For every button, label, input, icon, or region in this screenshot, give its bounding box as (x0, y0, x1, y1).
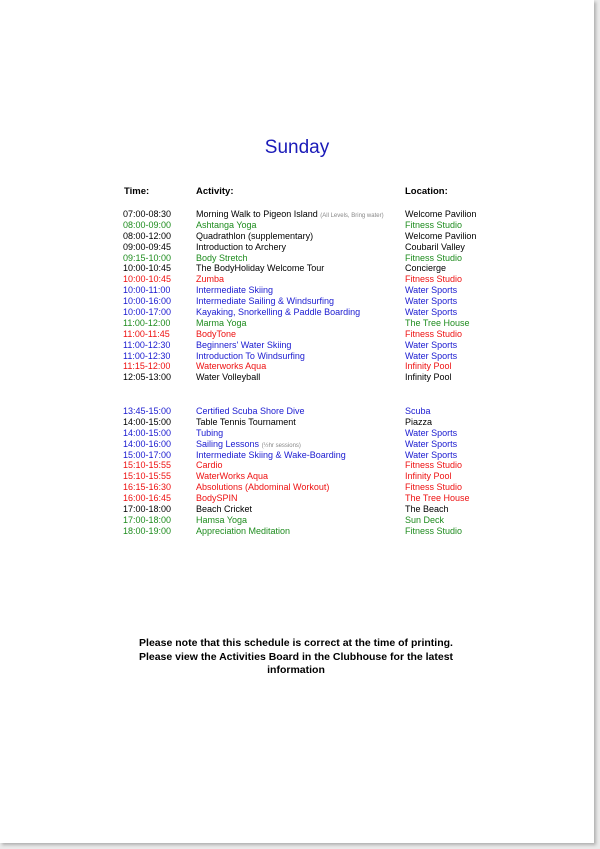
activity-location: Scuba (405, 406, 431, 416)
activity-name: Zumba (196, 274, 225, 285)
activity-name-cell (196, 253, 248, 264)
activity-location: Sun Deck (405, 514, 445, 525)
activity-time: 11:15-12:00 (123, 361, 171, 372)
schedule-row (0, 526, 594, 537)
time-column-header: Time: (124, 186, 150, 197)
activity-location: Infinity Pool (405, 372, 452, 383)
schedule-row (0, 274, 594, 285)
activity-location: Water Sports (405, 285, 458, 296)
activity-time: 09:00-09:45 (123, 241, 172, 252)
activity-name-cell (196, 361, 266, 372)
activity-time: 10:00-17:00 (123, 307, 172, 318)
activity-name-cell (196, 285, 273, 296)
activity-location: The Tree House (405, 493, 470, 504)
activity-name: Introduction To Windsurfing (196, 350, 305, 361)
activity-time: 17:00-18:00 (123, 504, 172, 515)
activity-location: Infinity Pool (405, 361, 452, 372)
activity-location: Infinity Pool (405, 471, 452, 482)
activity-name: Introduction to Archery (196, 241, 287, 252)
schedule-row (0, 242, 594, 253)
schedule-row (0, 231, 594, 242)
activity-name-cell (196, 274, 224, 285)
activity-name: Beach Cricket (196, 504, 253, 515)
activity-location: Water Sports (405, 296, 458, 307)
activity-time: 13:45-15:00 (123, 406, 172, 416)
activity-time: 11:00-12:30 (123, 350, 171, 361)
activity-name-cell (196, 493, 238, 504)
activity-name-cell (196, 318, 247, 329)
activity-time: 12:05-13:00 (123, 372, 172, 383)
activity-name: Certified Scuba Shore Dive (196, 406, 305, 416)
schedule-row (0, 515, 594, 526)
schedule-row (0, 493, 594, 504)
activity-name-cell (196, 526, 290, 537)
activity-location: Water Sports (405, 307, 458, 318)
activity-time: 18:00-19:00 (123, 525, 172, 536)
activity-name-cell (196, 220, 257, 231)
schedule-row (0, 209, 594, 220)
activity-name-cell (196, 263, 324, 274)
activity-name: Beginners' Water Skiing (196, 339, 292, 350)
schedule-row (0, 372, 594, 383)
activity-time: 10:00-16:00 (123, 296, 172, 307)
schedule-row (0, 460, 594, 471)
activity-name: Ashtanga Yoga (196, 219, 257, 230)
schedule-row (0, 263, 594, 274)
activity-name: WaterWorks Aqua (196, 471, 269, 482)
disclaimer-line: Please note that this schedule is correct at the time of printing. (139, 637, 453, 649)
activity-name-cell (196, 471, 268, 482)
schedule-row (0, 450, 594, 461)
activity-location: The Beach (405, 504, 449, 515)
activity-time: 10:00-10:45 (123, 274, 172, 285)
activity-location: Fitness Studio (405, 274, 463, 285)
activity-location: Water Sports (405, 339, 458, 350)
activity-name: The BodyHoliday Welcome Tour (196, 263, 325, 274)
activity-name: Cardio (196, 460, 223, 471)
activity-name: Kayaking, Snorkelling & Paddle Boarding (196, 307, 361, 318)
activity-time: 11:00-12:30 (123, 339, 171, 350)
activity-time: 14:00-16:00 (123, 438, 172, 449)
activity-name-cell (196, 460, 223, 471)
activity-name: Waterworks Aqua (196, 361, 267, 372)
activity-name: Water Volleyball (196, 372, 261, 383)
schedule-row (0, 285, 594, 296)
schedule-row (0, 329, 594, 340)
schedule-row (0, 406, 594, 417)
activity-location: Fitness Studio (405, 252, 463, 263)
activity-time: 07:00-08:30 (123, 209, 172, 219)
activity-time: 15:10-15:55 (123, 460, 172, 471)
schedule-row (0, 318, 594, 329)
activity-name: BodySPIN (196, 493, 238, 504)
activity-name-cell (196, 340, 291, 351)
activity-name-cell (196, 504, 252, 515)
activity-name-cell (196, 329, 236, 340)
activity-location: The Tree House (405, 317, 470, 328)
schedule-row (0, 253, 594, 264)
activity-location: Water Sports (405, 350, 458, 361)
schedule-row (0, 296, 594, 307)
activity-name: Intermediate Skiing (196, 285, 274, 296)
schedule-row (0, 471, 594, 482)
location-column-header: Location: (405, 186, 448, 197)
activity-location: Fitness Studio (405, 482, 463, 493)
activity-location: Coubaril Valley (405, 241, 465, 252)
activity-location: Water Sports (405, 427, 458, 438)
schedule-row (0, 504, 594, 515)
activity-name: Hamsa Yoga (196, 514, 248, 525)
activity-name-cell (196, 450, 346, 461)
morning-schedule-list (0, 209, 594, 383)
activity-location: Fitness Studio (405, 460, 463, 471)
activity-name-cell (196, 296, 334, 307)
schedule-row (0, 307, 594, 318)
activity-name: Intermediate Sailing & Windsurfing (196, 296, 335, 307)
activity-name-cell (196, 372, 260, 383)
schedule-row (0, 351, 594, 362)
activity-time: 16:00-16:45 (123, 493, 172, 504)
activity-name-cell (196, 351, 305, 362)
activity-time: 08:00-12:00 (123, 230, 172, 241)
activity-name: Intermediate Skiing & Wake-Boarding (196, 449, 346, 460)
activity-location: Welcome Pavilion (405, 209, 477, 219)
afternoon-schedule-list (0, 406, 594, 537)
activity-time: 11:00-12:00 (123, 317, 171, 328)
activity-location: Fitness Studio (405, 219, 463, 230)
activity-note: (All Levels, Bring water) (320, 213, 384, 219)
activity-name: Appreciation Meditation (196, 525, 291, 536)
activity-time: 16:15-16:30 (123, 482, 172, 493)
activity-name: Tubing (196, 427, 224, 438)
activity-name-cell (196, 231, 313, 242)
activity-time: 10:00-11:00 (123, 285, 171, 296)
activity-time: 10:00-10:45 (123, 263, 172, 274)
activity-name: Quadrathlon (supplementary) (196, 230, 314, 241)
activity-location: Piazza (405, 416, 433, 427)
activity-name: Body Stretch (196, 252, 248, 263)
schedule-row (0, 417, 594, 428)
activity-name: Absolutions (Abdominal Workout) (196, 482, 330, 493)
activity-location: Welcome Pavilion (405, 230, 477, 241)
activity-name: Morning Walk to Pigeon Island (196, 209, 318, 219)
activity-time: 17:00-18:00 (123, 514, 172, 525)
schedule-row (0, 482, 594, 493)
activity-time: 08:00-09:00 (123, 219, 172, 230)
schedule-row (0, 361, 594, 372)
activity-name: Marma Yoga (196, 317, 247, 328)
activity-time: 14:00-15:00 (123, 427, 172, 438)
schedule-row (0, 340, 594, 351)
activity-time: 15:00-17:00 (123, 449, 172, 460)
activity-note: (½hr sessions) (261, 442, 301, 449)
activity-name-cell (196, 307, 360, 318)
activity-time: 09:15-10:00 (123, 252, 172, 263)
activity-name-cell (196, 428, 223, 439)
activity-time: 11:00-11:45 (123, 328, 170, 339)
disclaimer-line: Please view the Activities Board in the Clubhouse for the latest (138, 650, 454, 663)
activity-location: Water Sports (405, 438, 458, 449)
activity-name: BodyTone (196, 328, 237, 339)
disclaimer-line: information (267, 664, 325, 676)
activity-name-cell (196, 482, 329, 493)
activity-column-header: Activity: (196, 186, 234, 197)
page-title: Sunday (264, 137, 330, 158)
activity-name-cell (196, 515, 247, 526)
activity-name-cell (196, 242, 286, 253)
activity-location: Water Sports (405, 449, 458, 460)
activity-name-cell (196, 417, 296, 428)
activity-name-cell (196, 406, 305, 417)
activity-time: 15:10-15:55 (123, 471, 172, 482)
activity-location: Fitness Studio (405, 328, 463, 339)
activity-location: Fitness Studio (405, 525, 463, 536)
activity-time: 14:00-15:00 (123, 416, 172, 427)
activity-name: Sailing Lessons (196, 438, 260, 449)
activity-location: Concierge (405, 263, 447, 274)
schedule-row (0, 439, 594, 450)
activity-name: Table Tennis Tournament (196, 416, 296, 427)
schedule-disclaimer (110, 637, 482, 678)
schedule-row (0, 428, 594, 439)
schedule-row (0, 220, 594, 231)
